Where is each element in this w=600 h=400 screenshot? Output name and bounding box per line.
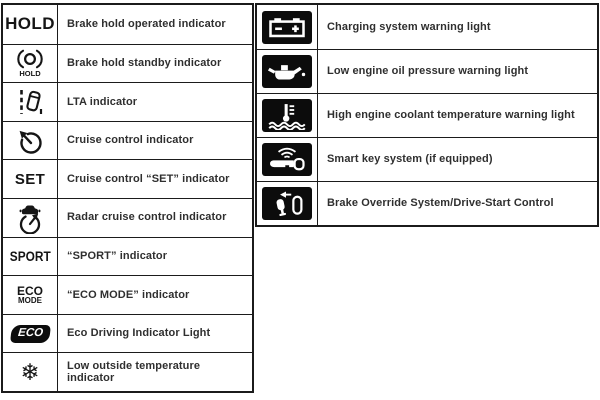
- indicator-label: LTA indicator: [67, 95, 138, 108]
- warning-tile: [262, 11, 312, 44]
- brake-circle-glyph: [15, 49, 45, 69]
- snowflake-glyph: ❄: [20, 358, 40, 385]
- table-row: [3, 159, 252, 198]
- warning-label: Brake Override System/Drive-Start Control: [327, 197, 554, 210]
- set-text: SET: [14, 170, 46, 188]
- warning-tile: [262, 143, 312, 176]
- table-row: [3, 275, 252, 314]
- sport-indicator-icon: [3, 238, 58, 276]
- indicator-label: Radar cruise control indicator: [67, 211, 227, 224]
- warning-light-table: [255, 3, 599, 227]
- table-row: [3, 82, 252, 121]
- warning-tile: [262, 99, 312, 132]
- table-row: [3, 121, 252, 160]
- warning-label: Low engine oil pressure warning light: [327, 65, 529, 78]
- indicator-label: Eco Driving Indicator Light: [67, 327, 211, 340]
- table-row: [3, 5, 252, 44]
- table-row: [257, 181, 597, 225]
- set-indicator-icon: [3, 160, 58, 198]
- smart-key-icon: [257, 138, 318, 181]
- snowflake-icon: [3, 353, 58, 391]
- battery-icon: [257, 5, 318, 49]
- warning-label: Smart key system (if equipped): [327, 153, 493, 166]
- hold-indicator-icon: [3, 5, 58, 44]
- hold-small-text: HOLD: [19, 69, 41, 79]
- mode-text: MODE: [18, 295, 42, 305]
- warning-tile: [262, 187, 312, 220]
- radar-cruise-icon: [3, 199, 58, 237]
- table-row: [3, 237, 252, 276]
- table-row: [257, 137, 597, 181]
- lta-icon: [3, 83, 58, 121]
- indicator-label: Cruise control “SET” indicator: [67, 172, 230, 185]
- indicator-label: Low outside temperature indicator: [67, 359, 201, 385]
- brake-hold-standby-icon: [3, 45, 58, 83]
- indicator-label: “ECO MODE” indicator: [67, 288, 190, 301]
- eco-text: ECO: [16, 283, 43, 298]
- indicator-table: [1, 3, 254, 393]
- warning-label: Charging system warning light: [327, 20, 491, 33]
- cruise-control-icon: [3, 122, 58, 160]
- table-row: [257, 5, 597, 49]
- oil-pressure-icon: [257, 50, 318, 93]
- brake-override-icon: [257, 182, 318, 225]
- warning-tile: [262, 55, 312, 88]
- table-row: [3, 352, 252, 391]
- indicator-label: “SPORT” indicator: [67, 250, 168, 263]
- indicator-label: Cruise control indicator: [67, 134, 194, 147]
- eco-badge-text: ECO: [10, 325, 51, 343]
- table-row: [257, 49, 597, 93]
- table-row: [257, 93, 597, 137]
- indicator-label: Brake hold operated indicator: [67, 17, 226, 30]
- table-row: [3, 44, 252, 83]
- warning-label: High engine coolant temperature warning light: [327, 109, 575, 122]
- indicator-label: Brake hold standby indicator: [67, 57, 222, 70]
- table-row: [3, 314, 252, 353]
- eco-badge-icon: [3, 315, 58, 353]
- hold-text: HOLD: [5, 14, 55, 34]
- sport-text: SPORT: [9, 248, 51, 264]
- table-row: [3, 198, 252, 237]
- eco-mode-icon: [3, 276, 58, 314]
- coolant-temperature-icon: [257, 94, 318, 137]
